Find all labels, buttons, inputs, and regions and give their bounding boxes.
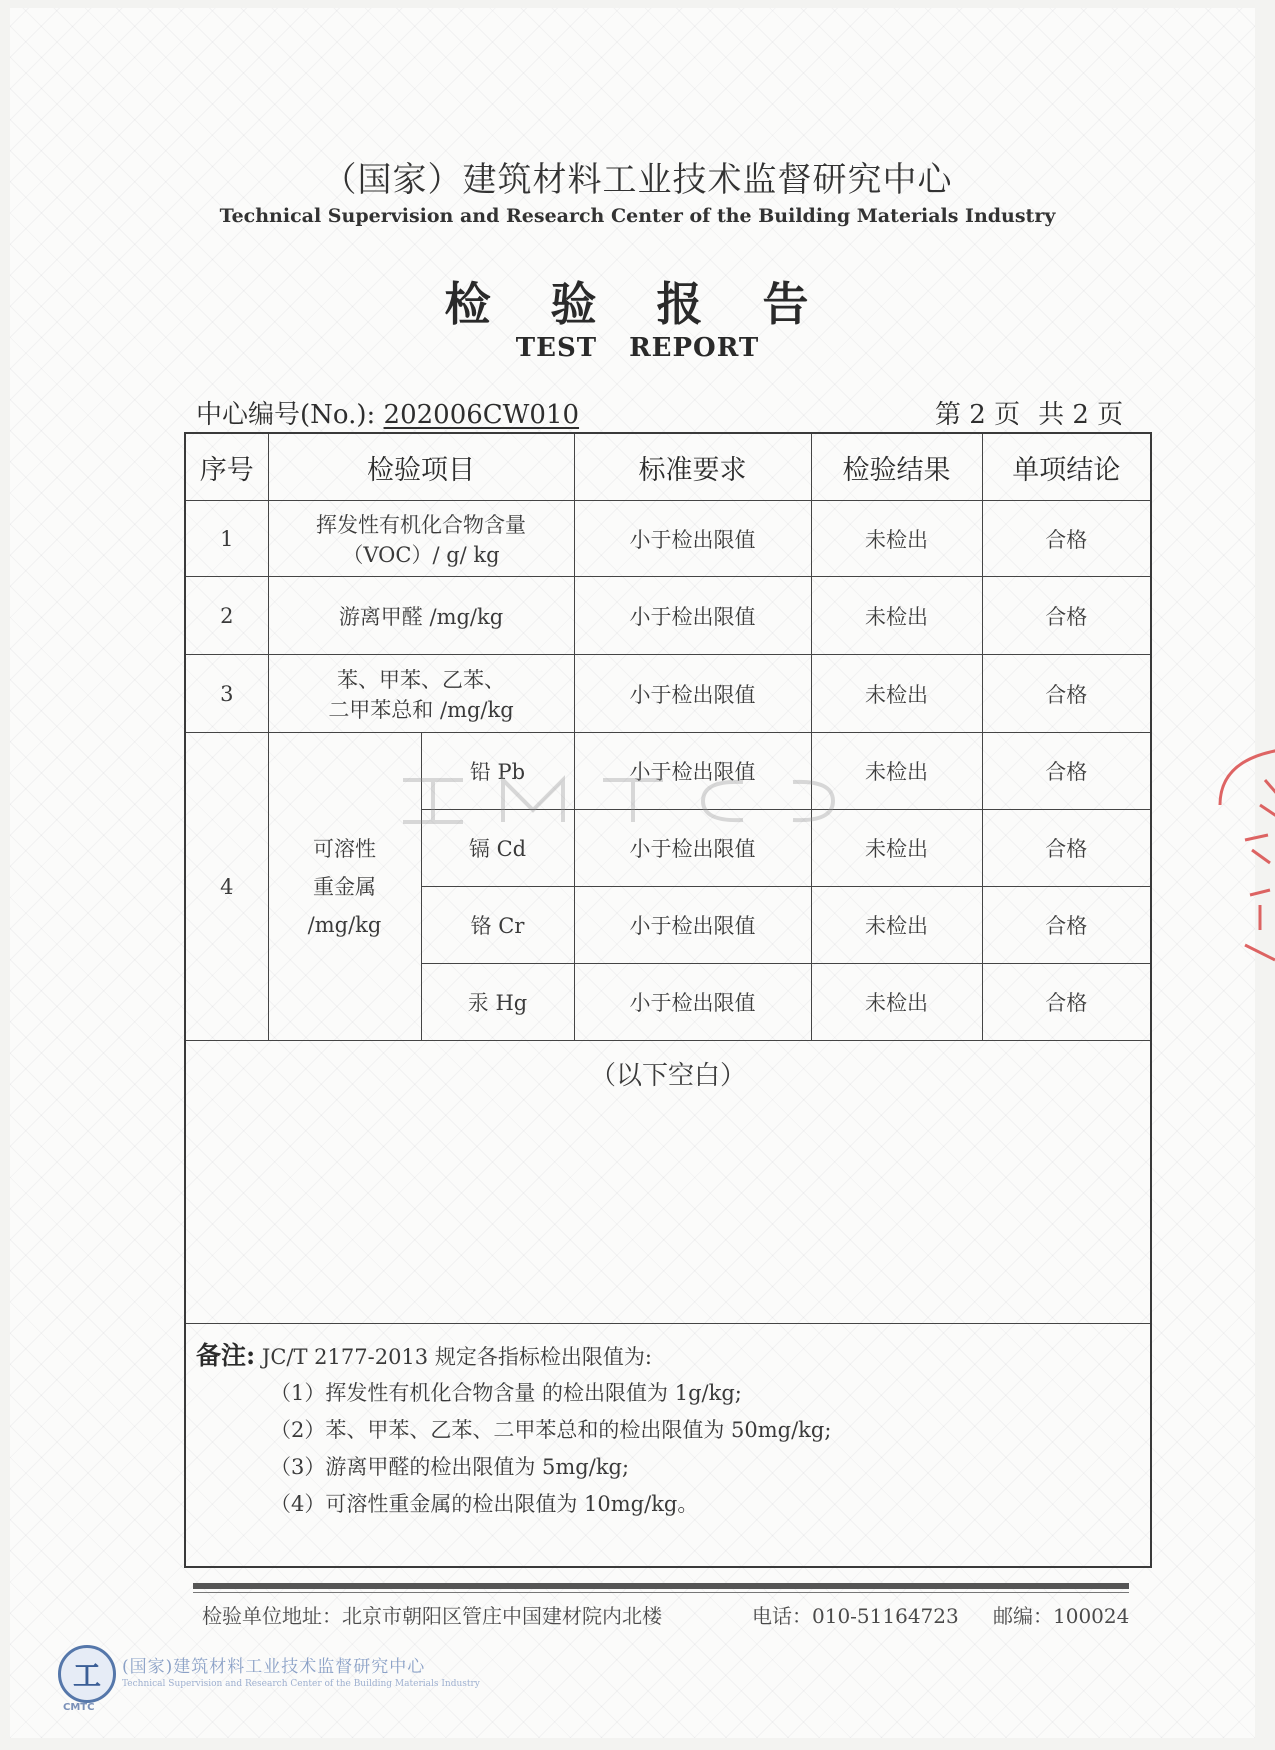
- cell-no: 4: [185, 733, 268, 1041]
- cell-result: 未检出: [811, 887, 982, 964]
- blank-marker: （以下空白）: [185, 1041, 1151, 1324]
- cell-no: 1: [185, 501, 268, 577]
- cell-conclusion: 合格: [982, 964, 1151, 1041]
- cell-item: [268, 501, 574, 577]
- page-total: 共 2 页: [1038, 400, 1124, 430]
- header-no: 序号: [185, 433, 268, 501]
- org-logo-icon: [58, 1645, 116, 1703]
- cell-conclusion: 合格: [982, 501, 1151, 577]
- org-name-cn: （国家）建筑材料工业技术监督研究中心: [322, 160, 953, 200]
- cell-no: 3: [185, 655, 268, 733]
- footer-divider-thin: [193, 1592, 1129, 1593]
- cell-element: 铅 Pb: [421, 733, 574, 810]
- table-header-row: [185, 433, 1151, 501]
- cell-result: 未检出: [811, 810, 982, 887]
- official-seal: [1190, 745, 1275, 975]
- watermark-logo: [393, 770, 869, 832]
- notes-header: [196, 1338, 1140, 1375]
- header-requirement: 标准要求: [574, 433, 811, 501]
- notes-label: 备注:: [196, 1341, 256, 1370]
- cell-conclusion: 合格: [982, 810, 1151, 887]
- cell-element: 铬 Cr: [421, 887, 574, 964]
- footer-divider: [193, 1583, 1129, 1589]
- notes-item: （1）挥发性有机化合物含量 的检出限值为 1g/kg;: [270, 1381, 742, 1405]
- cell-conclusion: 合格: [982, 887, 1151, 964]
- cell-element: 镉 Cd: [421, 810, 574, 887]
- notes-item: （3）游离甲醛的检出限值为 5mg/kg;: [270, 1455, 630, 1479]
- report-number-value: 202006CW010: [383, 400, 580, 430]
- results-table: [184, 432, 1152, 1568]
- report-title-en: [0, 333, 1275, 363]
- cell-result: 未检出: [811, 577, 982, 655]
- cell-no: 2: [185, 577, 268, 655]
- report-title-cn: 检 验 报 告: [444, 277, 831, 331]
- cell-requirement: 小于检出限值: [574, 887, 811, 964]
- cell-result: 未检出: [811, 733, 982, 810]
- notes-row: [185, 1324, 1151, 1568]
- cell-item: [268, 655, 574, 733]
- notes-item: （4）可溶性重金属的检出限值为 10mg/kg。: [270, 1492, 699, 1516]
- footer-phone: 电话：010-51164723: [752, 1604, 959, 1628]
- header-result: 检验结果: [811, 433, 982, 501]
- cell-conclusion: 合格: [982, 733, 1151, 810]
- cell-conclusion: 合格: [982, 655, 1151, 733]
- cell-requirement: 小于检出限值: [574, 964, 811, 1041]
- header-item: 检验项目: [268, 433, 574, 501]
- cell-result: 未检出: [811, 501, 982, 577]
- header-conclusion: 单项结论: [982, 433, 1151, 501]
- blank-row: [185, 1041, 1151, 1324]
- page-number: 第 2 页: [935, 400, 1021, 430]
- footer-postcode: 邮编：100024: [993, 1604, 1130, 1628]
- cell-requirement: 小于检出限值: [574, 810, 811, 887]
- cell-result: 未检出: [811, 655, 982, 733]
- cell-requirement: 小于检出限值: [574, 655, 811, 733]
- cell-result: 未检出: [811, 964, 982, 1041]
- page-indicator: [935, 394, 1123, 431]
- cell-element: 汞 Hg: [421, 964, 574, 1041]
- table-row: [185, 501, 1151, 577]
- cell-item: 游离甲醛 /mg/kg: [268, 577, 574, 655]
- report-title-en-word2: REPORT: [629, 333, 760, 363]
- org-name-en: Technical Supervision and Research Center of the Building Materials Industry: [219, 205, 1056, 227]
- cell-item-line1: 挥发性有机化合物含量: [316, 512, 526, 537]
- cell-conclusion: 合格: [982, 577, 1151, 655]
- cell-item-line1: 苯、甲苯、乙苯、: [337, 667, 505, 692]
- heavy-metals-label-line1: 可溶性: [313, 836, 376, 861]
- footer-org-name: (国家)建筑材料工业技术监督研究中心: [122, 1657, 426, 1677]
- logo-abbreviation: CMTC: [63, 1702, 95, 1713]
- heavy-metals-label-line3: /mg/kg: [307, 912, 382, 937]
- cell-requirement: 小于检出限值: [574, 501, 811, 577]
- table-row: [185, 655, 1151, 733]
- report-number-label: 中心编号(No.):: [196, 400, 384, 430]
- notes-cell: [185, 1324, 1151, 1568]
- footer-org-name-en: Technical Supervision and Research Center of the Building Materials Industry: [122, 1679, 480, 1689]
- logo-glyph: 工: [72, 1659, 101, 1692]
- cell-requirement: 小于检出限值: [574, 577, 811, 655]
- notes-item: （2）苯、甲苯、乙苯、二甲苯总和的检出限值为 50mg/kg;: [270, 1418, 832, 1442]
- notes-intro: JC/T 2177-2013 规定各指标检出限值为:: [261, 1345, 652, 1369]
- report-number: [196, 394, 579, 431]
- cell-requirement: 小于检出限值: [574, 733, 811, 810]
- table-row: [185, 577, 1151, 655]
- heavy-metals-label-line2: 重金属: [313, 874, 376, 899]
- cell-item-line2: 二甲苯总和 /mg/kg: [328, 697, 514, 722]
- cell-item-line2: （VOC）/ g/ kg: [342, 542, 500, 567]
- report-title-en-word1: TEST: [515, 333, 598, 363]
- footer-address: 检验单位地址：北京市朝阳区管庄中国建材院内北楼: [202, 1604, 662, 1628]
